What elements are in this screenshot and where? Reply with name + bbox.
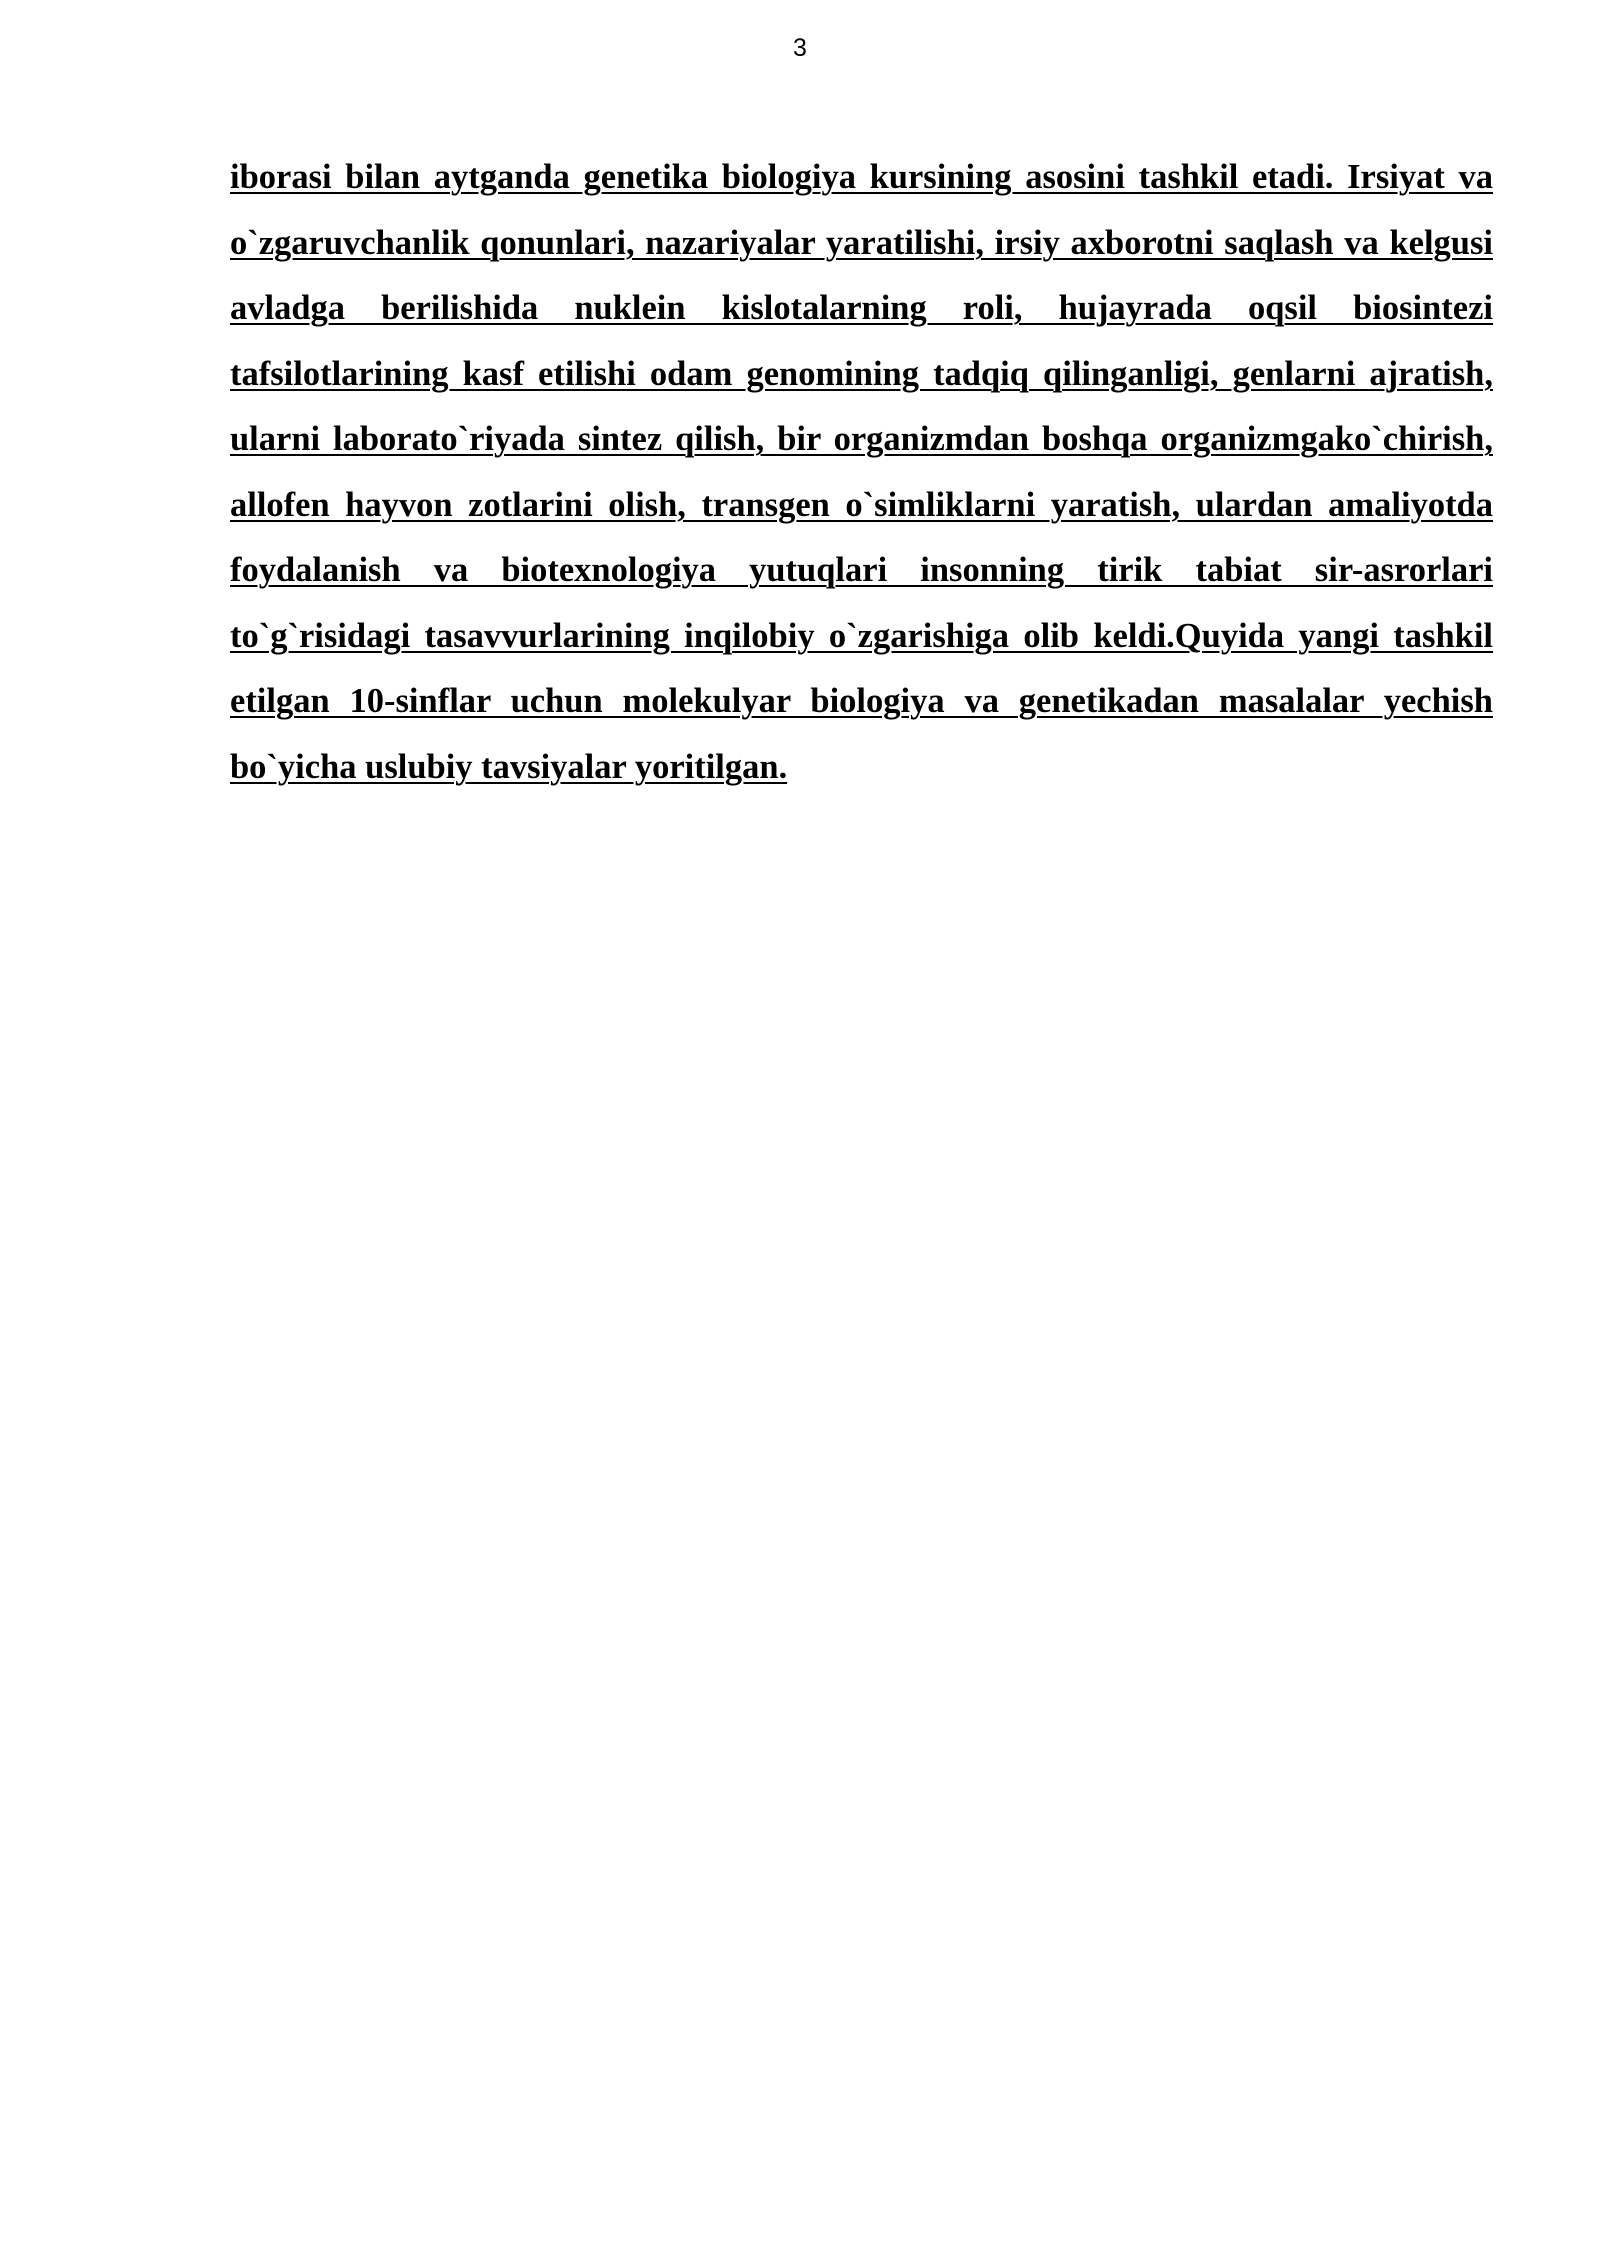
page-number: 3 [793,34,807,62]
body-paragraph: iborasi bilan aytganda genetika biologiya kursining asosini tashkil etadi. Irsiyat va o`zgaruvchanlik qonunlari, nazariyalar yaratilishi, irsiy axborotni saqlash va kelgusi avladga berilishida nuklein kislotalarning roli, hujayrada oqsil biosintezi tafsilotlarining kasf etilishi odam genomining tadqiq qilinganligi, genlarni ajratish, ularni laborato`riyada sintez qilish, bir organizmdan boshqa organizmgako`chirish, allofen hayvon zotlarini olish, transgen o`simliklarni yaratish, ulardan amaliyotda foydalanish va biotexnologiya yutuqlari insonning tirik tabiat sir-asrorlari to`g`risidagi tasavvurlarining inqilobiy o`zgarishiga olib keldi.Quyida yangi tashkil etilgan 10-sinflar uchun molekulyar biologiya va genetikadan masalalar yechish bo`yicha uslubiy tavsiyalar yoritilgan. [230,158,1493,786]
